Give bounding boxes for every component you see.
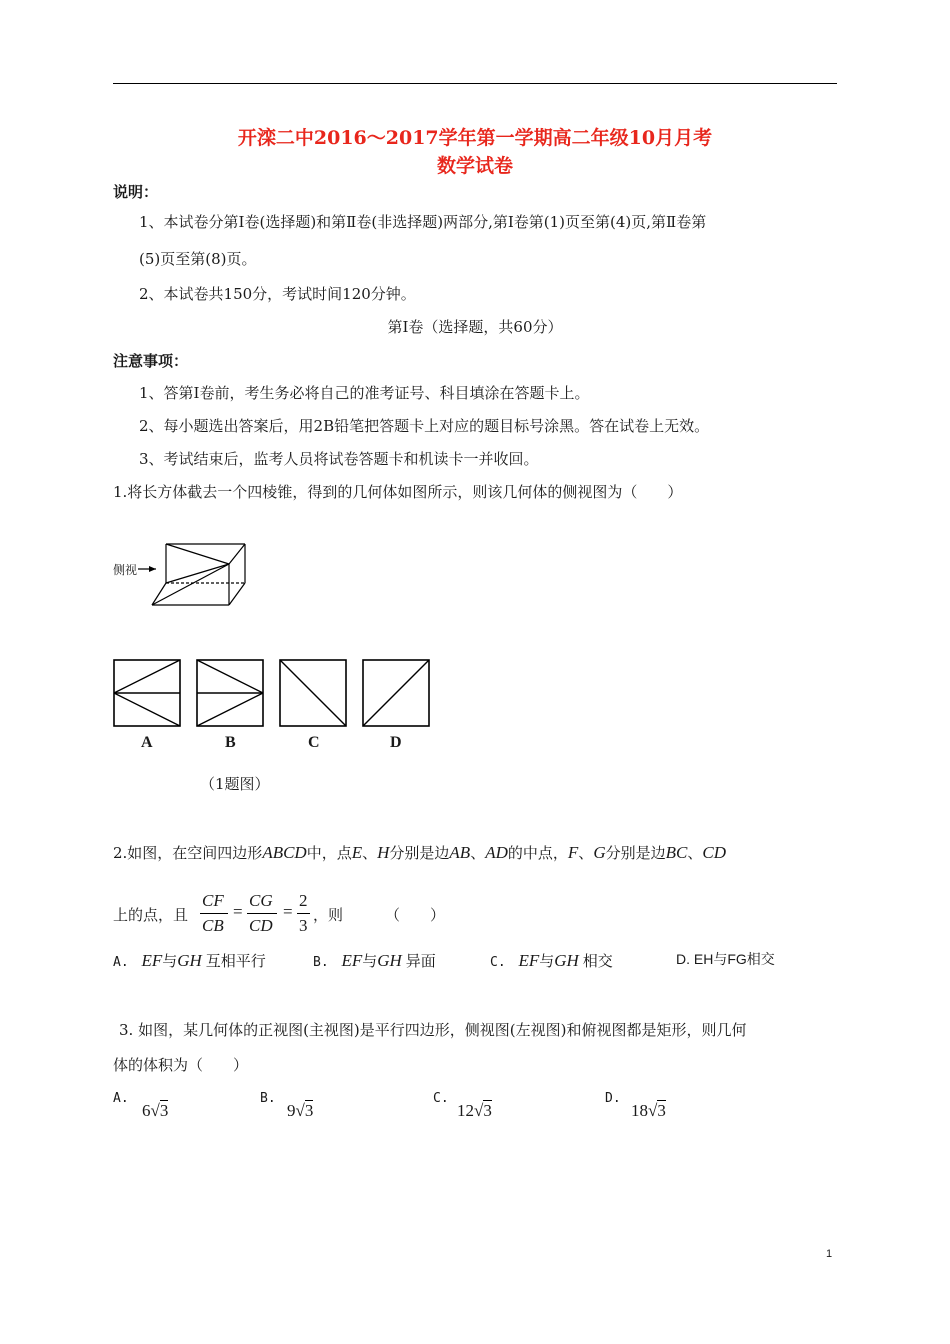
q2-option-b-text: 异面 bbox=[405, 952, 436, 970]
q2-frac2-den: CD bbox=[249, 916, 273, 935]
q2-option-c bbox=[490, 950, 613, 971]
exam-title: 开滦二中2016～2017学年第一学期高二年级10月月考 bbox=[237, 127, 713, 149]
q2-option-c-text: 相交 bbox=[582, 952, 613, 970]
side-view-label: 侧视 bbox=[113, 563, 138, 577]
q2-eq-2: = bbox=[283, 902, 293, 921]
q2-edge-bc: BC bbox=[665, 843, 688, 862]
q2-sep-2: 、 bbox=[470, 844, 486, 862]
option-c-label: C bbox=[308, 734, 320, 751]
q2-sep-4: 、 bbox=[687, 844, 703, 862]
note-item-3: 3、考试结束后，监考人员将试卷答题卡和机读卡一并收回。 bbox=[139, 450, 539, 468]
q2-option-c-ef: EF bbox=[518, 951, 540, 970]
q2-point-e: E bbox=[351, 843, 363, 862]
q2-line2-end: ，则 bbox=[313, 906, 344, 924]
question-3-line-2: 体的体积为（ ） bbox=[113, 1056, 249, 1074]
q3-option-b-radicand: 3 bbox=[304, 1101, 314, 1120]
note-item-2: 2、每小题选出答案后，用2B铅笔把答题卡上对应的题目标号涂黑。答在试卷上无效。 bbox=[139, 417, 710, 435]
question-1-text: 1.将长方体截去一个四棱锥，得到的几何体如图所示，则该几何体的侧视图为（ ） bbox=[113, 483, 683, 501]
q2-frac3-num: 2 bbox=[299, 891, 308, 910]
q2-option-d: D. EH与FG相交 bbox=[676, 951, 775, 967]
q3-option-a-coef: 6 bbox=[142, 1101, 151, 1120]
q3-option-c-value: 12√3 bbox=[457, 1101, 492, 1120]
q2-option-a-gh: GH bbox=[177, 951, 202, 970]
q3-option-c-radicand: 3 bbox=[483, 1101, 492, 1120]
q2-answer-bracket: （ ） bbox=[385, 906, 446, 924]
q3-option-d-radicand: 3 bbox=[657, 1101, 666, 1120]
q2-text-4: 分别是边 bbox=[605, 844, 666, 862]
q2-text-3: 的中点， bbox=[507, 844, 568, 862]
q2-sep-1: 、 bbox=[362, 844, 378, 862]
q3-option-c-coef: 12 bbox=[457, 1101, 474, 1120]
instruction-item-1-cont: (5)页至第(8)页。 bbox=[139, 250, 257, 268]
exam-subtitle: 数学试卷 bbox=[436, 155, 513, 177]
q3-option-a-value: 6√3 bbox=[142, 1101, 169, 1120]
q3-option-b-coef: 9 bbox=[287, 1101, 296, 1120]
option-b-figure bbox=[197, 660, 263, 726]
q2-option-a bbox=[113, 950, 266, 971]
q3-option-b-value: 9√3 bbox=[287, 1101, 314, 1120]
q2-option-a-mid: 与 bbox=[162, 952, 178, 970]
option-d-figure bbox=[363, 660, 429, 726]
notes-heading: 注意事项： bbox=[113, 352, 189, 370]
q2-frac1-num: CF bbox=[202, 891, 224, 910]
question-1-caption: （1题图） bbox=[200, 775, 270, 793]
q2-edge-cd: CD bbox=[702, 843, 726, 862]
q2-text-2: 分别是边 bbox=[389, 844, 450, 862]
q2-line2-start: 上的点，且 bbox=[113, 906, 189, 924]
q2-option-a-label: A. bbox=[113, 955, 129, 970]
option-a-figure bbox=[114, 660, 180, 726]
option-a-label: A bbox=[141, 734, 153, 751]
q3-option-c-label: C. bbox=[433, 1091, 449, 1106]
q3-option-d-label: D. bbox=[605, 1091, 621, 1106]
q2-option-b-gh: GH bbox=[377, 951, 402, 970]
q2-option-a-ef: EF bbox=[141, 951, 163, 970]
q2-point-g: G bbox=[593, 843, 606, 862]
q2-option-b-label: B. bbox=[313, 955, 329, 970]
question-2-line-1 bbox=[113, 842, 726, 863]
q2-sep-3: 、 bbox=[578, 844, 594, 862]
q2-option-c-mid: 与 bbox=[539, 952, 555, 970]
q2-point-h: H bbox=[377, 843, 390, 862]
q2-frac1-den: CB bbox=[202, 916, 224, 935]
q2-intro: 2.如图，在空间四边形 bbox=[113, 844, 263, 862]
q2-eq-1: = bbox=[233, 902, 243, 921]
q2-text-1: 中，点 bbox=[306, 844, 352, 862]
q2-option-a-text: 互相平行 bbox=[205, 952, 266, 970]
q2-option-c-gh: GH bbox=[554, 951, 579, 970]
q2-frac3-den: 3 bbox=[299, 916, 308, 935]
q2-edge-ad: AD bbox=[485, 843, 508, 862]
q2-quad: ABCD bbox=[262, 843, 307, 862]
note-item-1: 1、答第Ⅰ卷前，考生务必将自己的准考证号、科目填涂在答题卡上。 bbox=[139, 384, 590, 402]
q2-frac3-bar bbox=[297, 913, 310, 914]
q2-option-c-label: C. bbox=[490, 955, 506, 970]
instructions-heading: 说明： bbox=[113, 183, 159, 201]
section1-heading: 第Ⅰ卷（选择题，共60分） bbox=[387, 318, 563, 336]
q2-frac1-bar bbox=[200, 913, 228, 914]
q2-option-b-mid: 与 bbox=[362, 952, 378, 970]
q3-option-a-radicand: 3 bbox=[159, 1101, 169, 1120]
page-number: 1 bbox=[826, 1248, 833, 1260]
option-c-figure bbox=[280, 660, 346, 726]
q2-frac2-num: CG bbox=[249, 891, 273, 910]
option-b-label: B bbox=[225, 734, 236, 751]
q3-option-a-label: A. bbox=[113, 1091, 129, 1106]
question-3-line-1: 3. 如图，某几何体的正视图(主视图)是平行四边形，侧视图(左视图)和俯视图都是矩形，则几何 bbox=[119, 1021, 747, 1039]
instruction-item-2: 2、本试卷共150分，考试时间120分钟。 bbox=[139, 285, 416, 303]
instruction-item-1: 1、本试卷分第Ⅰ卷(选择题)和第Ⅱ卷(非选择题)两部分,第Ⅰ卷第(1)页至第(4)页,第Ⅱ卷第 bbox=[139, 213, 707, 231]
q2-option-b-ef: EF bbox=[341, 951, 363, 970]
q2-option-b bbox=[313, 950, 436, 971]
q3-option-d-coef: 18 bbox=[631, 1101, 648, 1120]
q2-point-f: F bbox=[567, 843, 579, 862]
option-d-label: D bbox=[390, 734, 402, 751]
q2-edge-ab: AB bbox=[449, 843, 471, 862]
q2-frac2-bar bbox=[247, 913, 277, 914]
q3-option-d-value: 18√3 bbox=[631, 1101, 666, 1120]
q3-option-b-label: B. bbox=[260, 1091, 276, 1106]
